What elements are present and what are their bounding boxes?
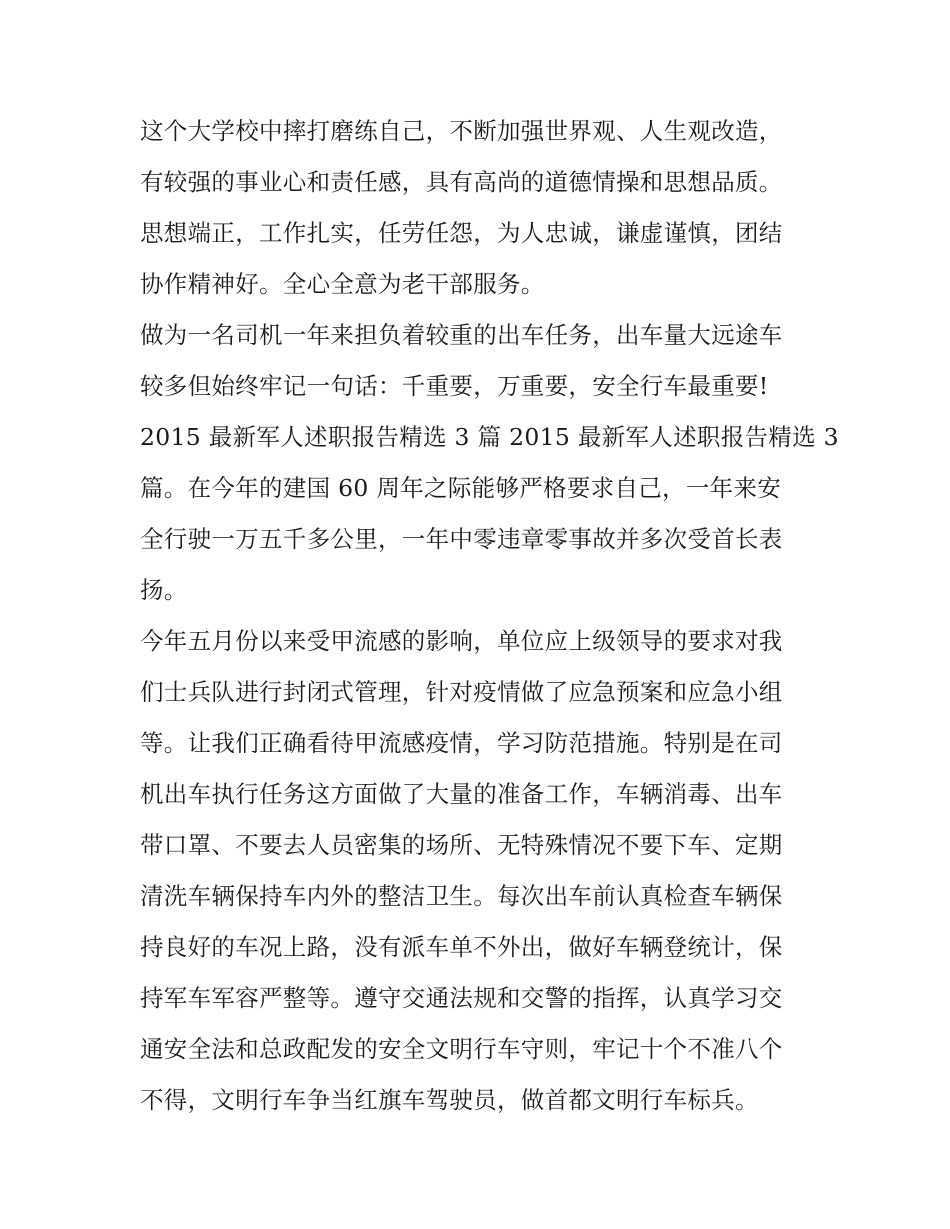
text-line: 有较强的事业心和责任感，具有高尚的道德情操和思想品质。	[140, 168, 783, 196]
text-line: 2015 最新军人述职报告精选 3 篇 2015 最新军人述职报告精选 3	[140, 423, 839, 451]
text-line: 扬。	[140, 576, 188, 604]
text-line: 今年五月份以来受甲流感的影响，单位应上级领导的要求对我	[140, 627, 783, 655]
text-line: 全行驶一万五千多公里，一年中零违章零事故并多次受首长表	[140, 525, 783, 553]
text-line: 机出车执行任务这方面做了大量的准备工作，车辆消毒、出车	[140, 780, 783, 808]
text-line: 做为一名司机一年来担负着较重的出车任务，出车量大远途车	[140, 321, 783, 349]
text-line: 较多但始终牢记一句话：千重要，万重要，安全行车最重要!	[140, 372, 769, 400]
text-line: 篇。在今年的建国 60 周年之际能够严格要求自己，一年来安	[140, 474, 782, 502]
text-line: 们士兵队进行封闭式管理，针对疫情做了应急预案和应急小组	[140, 678, 783, 706]
text-line: 不得，文明行车争当红旗车驾驶员，做首都文明行车标兵。	[140, 1086, 759, 1114]
text-line: 持军车军容严整等。遵守交通法规和交警的指挥，认真学习交	[140, 984, 783, 1012]
text-line: 思想端正，工作扎实，任劳任怨，为人忠诚，谦虚谨慎，团结	[140, 219, 783, 247]
text-line: 持良好的车况上路，没有派车单不外出，做好车辆登统计，保	[140, 933, 783, 961]
text-line: 清洗车辆保持车内外的整洁卫生。每次出车前认真检查车辆保	[140, 882, 783, 910]
text-line: 等。让我们正确看待甲流感疫情，学习防范措施。特别是在司	[140, 729, 783, 757]
text-line: 带口罩、不要去人员密集的场所、无特殊情况不要下车、定期	[140, 831, 783, 859]
text-line: 通安全法和总政配发的安全文明行车守则，牢记十个不准八个	[140, 1035, 783, 1063]
text-line: 这个大学校中摔打磨练自己，不断加强世界观、人生观改造，	[140, 117, 783, 145]
text-line: 协作精神好。全心全意为老干部服务。	[140, 270, 545, 298]
document-body	[140, 106, 839, 1126]
